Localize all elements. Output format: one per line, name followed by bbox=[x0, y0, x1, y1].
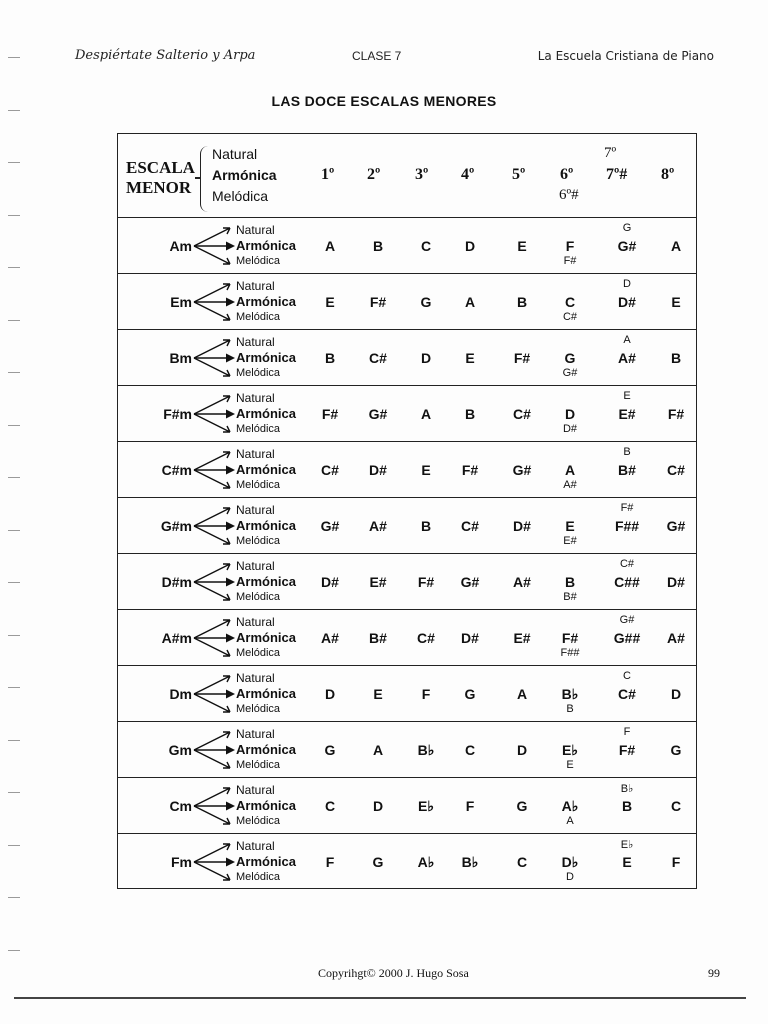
branch-arrows-icon bbox=[192, 560, 236, 604]
label-armonica: Armónica bbox=[236, 350, 296, 365]
note-degree-6: F bbox=[565, 238, 575, 254]
note-degree-4: E bbox=[465, 350, 475, 366]
label-armonica: Armónica bbox=[236, 798, 296, 813]
label-armonica: Armónica bbox=[236, 686, 296, 701]
header-school-name: La Escuela Cristiana de Piano bbox=[537, 49, 714, 63]
note-seventh-natural: A bbox=[623, 334, 631, 346]
label-armonica: Armónica bbox=[236, 406, 296, 421]
note-degree-8: D bbox=[670, 686, 682, 702]
note-degree-3: A bbox=[420, 406, 432, 422]
note-sixth-melodic: C# bbox=[562, 311, 578, 323]
margin-tick bbox=[8, 162, 20, 163]
margin-tick bbox=[8, 530, 20, 531]
scale-name: D#m bbox=[161, 574, 192, 590]
note-degree-2: A# bbox=[369, 518, 387, 534]
margin-tick bbox=[8, 950, 20, 951]
label-armonica: Armónica bbox=[236, 462, 296, 477]
label-melodica: Melódica bbox=[236, 591, 281, 603]
note-degree-4: C# bbox=[461, 518, 479, 534]
note-degree-2: A bbox=[372, 742, 384, 758]
scale-name: G#m bbox=[160, 518, 192, 534]
note-degree-1: C# bbox=[321, 462, 339, 478]
table-row bbox=[118, 834, 696, 890]
bottom-divider bbox=[14, 997, 746, 999]
degree-7-sharp: 7º# bbox=[606, 166, 628, 183]
table-row bbox=[118, 778, 696, 834]
margin-tick bbox=[8, 740, 20, 741]
note-degree-6: D♭ bbox=[561, 854, 579, 870]
degree-8: 8º bbox=[661, 166, 675, 183]
note-seventh-natural: C bbox=[623, 670, 631, 682]
label-armonica: Armónica bbox=[236, 854, 296, 869]
note-degree-8: D# bbox=[667, 574, 685, 590]
note-degree-4: B♭ bbox=[461, 854, 479, 870]
note-degree-3: C# bbox=[417, 630, 435, 646]
table-header bbox=[118, 134, 696, 218]
note-sixth-melodic: G# bbox=[562, 367, 578, 379]
note-degree-6: A bbox=[564, 462, 576, 478]
note-degree-4: D bbox=[464, 238, 476, 254]
label-melodica: Melódica bbox=[236, 255, 281, 267]
note-degree-8: C# bbox=[667, 462, 685, 478]
brace-symbol bbox=[200, 146, 209, 212]
note-degree-7: B bbox=[621, 798, 633, 814]
note-degree-8: E bbox=[671, 294, 681, 310]
degree-2: 2º bbox=[367, 166, 381, 183]
note-degree-7: A# bbox=[618, 350, 636, 366]
margin-tick bbox=[8, 477, 20, 478]
branch-arrows-icon bbox=[192, 728, 236, 772]
note-degree-7: F## bbox=[614, 518, 640, 534]
label-natural: Natural bbox=[236, 279, 275, 293]
margin-tick bbox=[8, 792, 20, 793]
note-degree-5: A bbox=[516, 686, 528, 702]
note-degree-3: E bbox=[421, 462, 431, 478]
note-sixth-melodic: B# bbox=[563, 591, 577, 603]
degree-5: 5º bbox=[512, 166, 526, 183]
note-degree-6: G bbox=[564, 350, 576, 366]
note-degree-5: A# bbox=[513, 574, 531, 590]
note-degree-5: E bbox=[517, 238, 527, 254]
note-seventh-natural: D bbox=[623, 278, 631, 290]
label-melodica: Melódica bbox=[236, 311, 281, 323]
margin-tick bbox=[8, 372, 20, 373]
table-row bbox=[118, 330, 696, 386]
note-degree-8: B bbox=[670, 350, 682, 366]
note-degree-2: B# bbox=[369, 630, 387, 646]
note-seventh-natural: F# bbox=[620, 502, 634, 514]
margin-tick bbox=[8, 635, 20, 636]
note-degree-7: E bbox=[622, 854, 632, 870]
branch-arrows-icon bbox=[192, 448, 236, 492]
note-degree-3: F# bbox=[417, 574, 435, 590]
note-degree-6: E bbox=[565, 518, 575, 534]
label-melodica: Melódica bbox=[236, 703, 281, 715]
branch-arrows-icon bbox=[192, 392, 236, 436]
header-variant-natural: Natural bbox=[212, 146, 258, 162]
note-degree-8: A bbox=[670, 238, 682, 254]
note-seventh-natural: E bbox=[623, 390, 631, 402]
note-seventh-natural: G# bbox=[619, 614, 635, 626]
label-natural: Natural bbox=[236, 671, 275, 685]
note-degree-1: G bbox=[324, 742, 336, 758]
note-degree-2: D bbox=[372, 798, 384, 814]
note-degree-8: G# bbox=[666, 518, 686, 534]
note-degree-4: F# bbox=[461, 462, 479, 478]
note-degree-2: G bbox=[372, 854, 384, 870]
menor-label: MENOR bbox=[126, 178, 192, 197]
note-sixth-melodic: D bbox=[566, 871, 574, 883]
branch-arrows-icon bbox=[192, 336, 236, 380]
label-melodica: Melódica bbox=[236, 647, 281, 659]
note-degree-5: G bbox=[516, 798, 528, 814]
note-degree-3: D bbox=[420, 350, 432, 366]
margin-tick bbox=[8, 320, 20, 321]
label-armonica: Armónica bbox=[236, 518, 296, 533]
scale-name: A#m bbox=[161, 630, 192, 646]
note-sixth-melodic: A bbox=[566, 815, 574, 827]
note-degree-7: G## bbox=[613, 630, 641, 646]
note-degree-3: A♭ bbox=[417, 854, 435, 870]
scale-name: Cm bbox=[169, 798, 192, 814]
table-row bbox=[118, 666, 696, 722]
branch-arrows-icon bbox=[192, 840, 236, 884]
note-degree-6: A♭ bbox=[561, 798, 579, 814]
note-degree-7: E# bbox=[618, 406, 636, 422]
note-degree-2: E# bbox=[369, 574, 387, 590]
note-degree-3: B♭ bbox=[417, 742, 435, 758]
note-degree-7: B# bbox=[618, 462, 636, 478]
note-degree-8: A# bbox=[667, 630, 685, 646]
note-degree-4: C bbox=[464, 742, 476, 758]
note-degree-1: D bbox=[324, 686, 336, 702]
label-melodica: Melódica bbox=[236, 479, 281, 491]
scale-name: Em bbox=[170, 294, 192, 310]
note-degree-7: D# bbox=[618, 294, 636, 310]
label-melodica: Melódica bbox=[236, 759, 281, 771]
note-degree-5: D bbox=[516, 742, 528, 758]
margin-tick bbox=[8, 687, 20, 688]
branch-arrows-icon bbox=[192, 504, 236, 548]
branch-arrows-icon bbox=[192, 784, 236, 828]
header-class-number: CLASE 7 bbox=[352, 49, 402, 63]
degree-4: 4º bbox=[461, 166, 475, 183]
note-degree-6: C bbox=[564, 294, 576, 310]
degree-1: 1º bbox=[321, 166, 335, 183]
table-row bbox=[118, 554, 696, 610]
note-degree-6: B♭ bbox=[561, 686, 579, 702]
label-melodica: Melódica bbox=[236, 871, 281, 883]
note-degree-5: C# bbox=[513, 406, 531, 422]
note-sixth-melodic: B bbox=[566, 703, 574, 715]
label-armonica: Armónica bbox=[236, 742, 296, 757]
table-row bbox=[118, 610, 696, 666]
label-armonica: Armónica bbox=[236, 238, 296, 253]
note-degree-3: F bbox=[421, 686, 431, 702]
note-degree-2: B bbox=[372, 238, 384, 254]
note-degree-5: B bbox=[516, 294, 528, 310]
note-degree-8: G bbox=[670, 742, 682, 758]
copyright-notice: Copyrihgt© 2000 J. Hugo Sosa bbox=[318, 966, 469, 980]
label-natural: Natural bbox=[236, 783, 275, 797]
label-armonica: Armónica bbox=[236, 574, 296, 589]
margin-tick bbox=[8, 57, 20, 58]
note-seventh-natural: B♭ bbox=[620, 783, 634, 795]
note-seventh-natural: G bbox=[622, 222, 632, 234]
note-sixth-melodic: A# bbox=[563, 479, 577, 491]
branch-arrows-icon bbox=[192, 672, 236, 716]
header-variant-melodica: Melódica bbox=[212, 188, 269, 204]
note-degree-2: C# bbox=[369, 350, 387, 366]
note-degree-7: C## bbox=[614, 574, 640, 590]
note-seventh-natural: B bbox=[623, 446, 631, 458]
margin-tick bbox=[8, 215, 20, 216]
table-row bbox=[118, 498, 696, 554]
note-degree-3: B bbox=[420, 518, 432, 534]
note-sixth-melodic: F# bbox=[563, 255, 577, 267]
note-degree-7: G# bbox=[617, 238, 637, 254]
degree-3: 3º bbox=[415, 166, 429, 183]
label-natural: Natural bbox=[236, 223, 275, 237]
label-armonica: Armónica bbox=[236, 630, 296, 645]
note-degree-2: F# bbox=[369, 294, 387, 310]
scale-name: F#m bbox=[163, 406, 192, 422]
note-degree-1: C bbox=[324, 798, 336, 814]
note-degree-1: A# bbox=[321, 630, 339, 646]
note-degree-7: F# bbox=[618, 742, 636, 758]
note-seventh-natural: C# bbox=[619, 558, 635, 570]
note-seventh-natural: E♭ bbox=[620, 839, 634, 851]
note-seventh-natural: F bbox=[623, 726, 631, 738]
note-degree-6: F# bbox=[561, 630, 579, 646]
note-degree-8: F# bbox=[667, 406, 685, 422]
label-natural: Natural bbox=[236, 503, 275, 517]
margin-tick bbox=[8, 582, 20, 583]
note-degree-4: B bbox=[464, 406, 476, 422]
note-degree-1: F bbox=[325, 854, 335, 870]
label-natural: Natural bbox=[236, 559, 275, 573]
degree-6-sharp: 6º# bbox=[559, 187, 579, 203]
degree-6: 6º bbox=[560, 166, 574, 183]
label-natural: Natural bbox=[236, 447, 275, 461]
page-title: LAS DOCE ESCALAS MENORES bbox=[271, 93, 497, 109]
degree-7-natural: 7º bbox=[604, 145, 617, 161]
note-degree-1: D# bbox=[321, 574, 339, 590]
label-melodica: Melódica bbox=[236, 815, 281, 827]
note-sixth-melodic: F## bbox=[560, 647, 580, 659]
branch-arrows-icon bbox=[192, 616, 236, 660]
note-degree-6: B bbox=[564, 574, 576, 590]
label-melodica: Melódica bbox=[236, 535, 281, 547]
scale-name: Bm bbox=[169, 350, 192, 366]
note-degree-5: C bbox=[516, 854, 528, 870]
note-degree-1: E bbox=[325, 294, 335, 310]
note-degree-2: E bbox=[373, 686, 383, 702]
note-degree-5: G# bbox=[512, 462, 532, 478]
label-melodica: Melódica bbox=[236, 367, 281, 379]
note-degree-3: G bbox=[420, 294, 432, 310]
note-degree-2: D# bbox=[369, 462, 387, 478]
margin-tick bbox=[8, 845, 20, 846]
table-row bbox=[118, 218, 696, 274]
scale-name: Am bbox=[169, 238, 192, 254]
note-degree-6: E♭ bbox=[562, 742, 578, 758]
margin-tick bbox=[8, 267, 20, 268]
label-natural: Natural bbox=[236, 615, 275, 629]
label-natural: Natural bbox=[236, 391, 275, 405]
note-degree-3: C bbox=[420, 238, 432, 254]
note-degree-4: A bbox=[464, 294, 476, 310]
margin-tick bbox=[8, 425, 20, 426]
note-degree-6: D bbox=[564, 406, 576, 422]
note-degree-3: E♭ bbox=[418, 798, 434, 814]
note-degree-4: G# bbox=[460, 574, 480, 590]
label-melodica: Melódica bbox=[236, 423, 281, 435]
branch-arrows-icon bbox=[192, 280, 236, 324]
branch-arrows-icon bbox=[192, 224, 236, 268]
margin-tick bbox=[8, 110, 20, 111]
header-variant-armonica: Armónica bbox=[212, 167, 277, 183]
note-sixth-melodic: E bbox=[566, 759, 574, 771]
scale-name: Gm bbox=[168, 742, 192, 758]
note-degree-8: C bbox=[670, 798, 682, 814]
header-left-title: Despiértate Salterio y Arpa bbox=[75, 48, 256, 63]
table-row bbox=[118, 442, 696, 498]
note-sixth-melodic: E# bbox=[563, 535, 577, 547]
note-degree-4: G bbox=[464, 686, 476, 702]
label-natural: Natural bbox=[236, 727, 275, 741]
scale-name: Dm bbox=[169, 686, 192, 702]
label-armonica: Armónica bbox=[236, 294, 296, 309]
note-degree-2: G# bbox=[368, 406, 388, 422]
note-degree-5: D# bbox=[513, 518, 531, 534]
label-natural: Natural bbox=[236, 335, 275, 349]
page-number: 99 bbox=[708, 966, 720, 980]
note-degree-1: G# bbox=[320, 518, 340, 534]
scale-name: C#m bbox=[161, 462, 192, 478]
note-degree-5: E# bbox=[513, 630, 531, 646]
table-row bbox=[118, 274, 696, 330]
note-degree-8: F bbox=[671, 854, 681, 870]
note-degree-5: F# bbox=[513, 350, 531, 366]
note-degree-4: D# bbox=[461, 630, 479, 646]
note-degree-1: F# bbox=[321, 406, 339, 422]
escala-menor-label bbox=[126, 158, 195, 198]
label-natural: Natural bbox=[236, 839, 275, 853]
escala-label: ESCALA bbox=[126, 158, 195, 177]
scales-table bbox=[117, 133, 697, 889]
note-degree-4: F bbox=[465, 798, 475, 814]
scale-name: Fm bbox=[171, 854, 192, 870]
table-row bbox=[118, 386, 696, 442]
note-degree-7: C# bbox=[618, 686, 636, 702]
note-sixth-melodic: D# bbox=[562, 423, 578, 435]
note-degree-1: B bbox=[324, 350, 336, 366]
table-row bbox=[118, 722, 696, 778]
note-degree-1: A bbox=[324, 238, 336, 254]
margin-tick bbox=[8, 897, 20, 898]
